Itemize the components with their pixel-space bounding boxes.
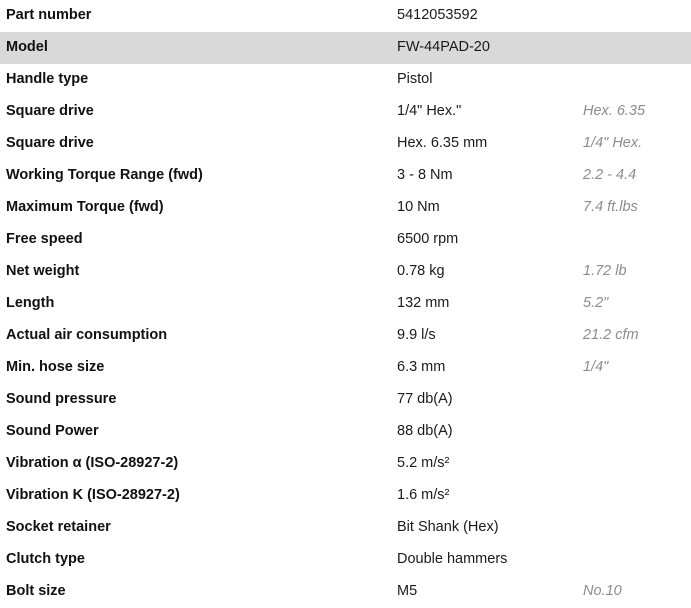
spec-alt-value — [577, 64, 691, 96]
spec-alt-value — [577, 224, 691, 256]
spec-value: 0.78 kg — [397, 263, 445, 280]
spec-value: 6.3 mm — [397, 359, 446, 376]
spec-label: Vibration α (ISO-28927-2) — [6, 455, 179, 472]
spec-alt-value — [577, 384, 691, 416]
spec-alt-value — [577, 0, 691, 32]
spec-value: 6500 rpm — [397, 231, 459, 248]
spec-label: Sound Power — [6, 423, 99, 440]
spec-label: Sound pressure — [6, 391, 117, 408]
spec-value: 1/4" Hex." — [397, 103, 462, 120]
table-row — [0, 128, 691, 160]
spec-label: Bolt size — [6, 583, 66, 600]
table-row — [0, 160, 691, 192]
spec-alt-value: 1/4" — [583, 359, 609, 376]
spec-value: Pistol — [397, 71, 433, 88]
spec-value: FW-44PAD-20 — [397, 39, 490, 56]
spec-alt-value: 1.72 lb — [583, 263, 627, 280]
spec-value: 10 Nm — [397, 199, 440, 216]
spec-alt-value: Hex. 6.35 — [583, 103, 646, 120]
spec-value: Bit Shank (Hex) — [397, 519, 499, 536]
spec-label: Part number — [6, 7, 92, 24]
spec-value: 77 db(A) — [397, 391, 453, 408]
table-row — [0, 256, 691, 288]
spec-label: Min. hose size — [6, 359, 105, 376]
spec-label: Free speed — [6, 231, 83, 248]
spec-alt-value: 1/4" Hex. — [583, 135, 643, 152]
spec-value: 5.2 m/s² — [397, 455, 450, 472]
spec-alt-value — [577, 416, 691, 448]
spec-value: M5 — [397, 583, 418, 600]
spec-value: 9.9 l/s — [397, 327, 436, 344]
spec-value: Hex. 6.35 mm — [397, 135, 488, 152]
spec-label: Net weight — [6, 263, 80, 280]
table-row — [0, 288, 691, 320]
spec-alt-value: 21.2 cfm — [583, 327, 639, 344]
table-row — [0, 544, 691, 576]
spec-label: Square drive — [6, 135, 94, 152]
table-row — [0, 416, 691, 448]
spec-alt-value — [577, 480, 691, 512]
table-row — [0, 0, 691, 32]
table-row — [0, 64, 691, 96]
table-row — [0, 576, 691, 608]
spec-alt-value: 5.2" — [583, 295, 609, 312]
table-row — [0, 320, 691, 352]
spec-alt-value — [577, 544, 691, 576]
table-row — [0, 512, 691, 544]
spec-label: Working Torque Range (fwd) — [6, 167, 203, 184]
spec-label: Square drive — [6, 103, 94, 120]
table-row — [0, 192, 691, 224]
spec-value: 88 db(A) — [397, 423, 453, 440]
table-row — [0, 352, 691, 384]
spec-alt-value — [577, 448, 691, 480]
spec-value: 132 mm — [397, 295, 450, 312]
spec-label: Model — [6, 39, 48, 56]
spec-label: Handle type — [6, 71, 89, 88]
table-row — [0, 480, 691, 512]
spec-alt-value — [577, 512, 691, 544]
spec-alt-value: No.10 — [583, 583, 622, 600]
table-row — [0, 32, 691, 64]
spec-label: Length — [6, 295, 55, 312]
spec-label: Clutch type — [6, 551, 85, 568]
spec-label: Maximum Torque (fwd) — [6, 199, 164, 216]
table-row — [0, 96, 691, 128]
spec-label: Actual air consumption — [6, 327, 168, 344]
spec-alt-value — [577, 32, 691, 64]
table-row — [0, 448, 691, 480]
spec-value: 5412053592 — [397, 7, 478, 24]
spec-value: 3 - 8 Nm — [397, 167, 453, 184]
table-row — [0, 224, 691, 256]
spec-alt-value: 2.2 - 4.4 — [583, 167, 637, 184]
spec-value: Double hammers — [397, 551, 508, 568]
table-row — [0, 384, 691, 416]
spec-value: 1.6 m/s² — [397, 487, 450, 504]
spec-label: Vibration K (ISO-28927-2) — [6, 487, 180, 504]
spec-label: Socket retainer — [6, 519, 111, 536]
spec-alt-value: 7.4 ft.lbs — [583, 199, 638, 216]
